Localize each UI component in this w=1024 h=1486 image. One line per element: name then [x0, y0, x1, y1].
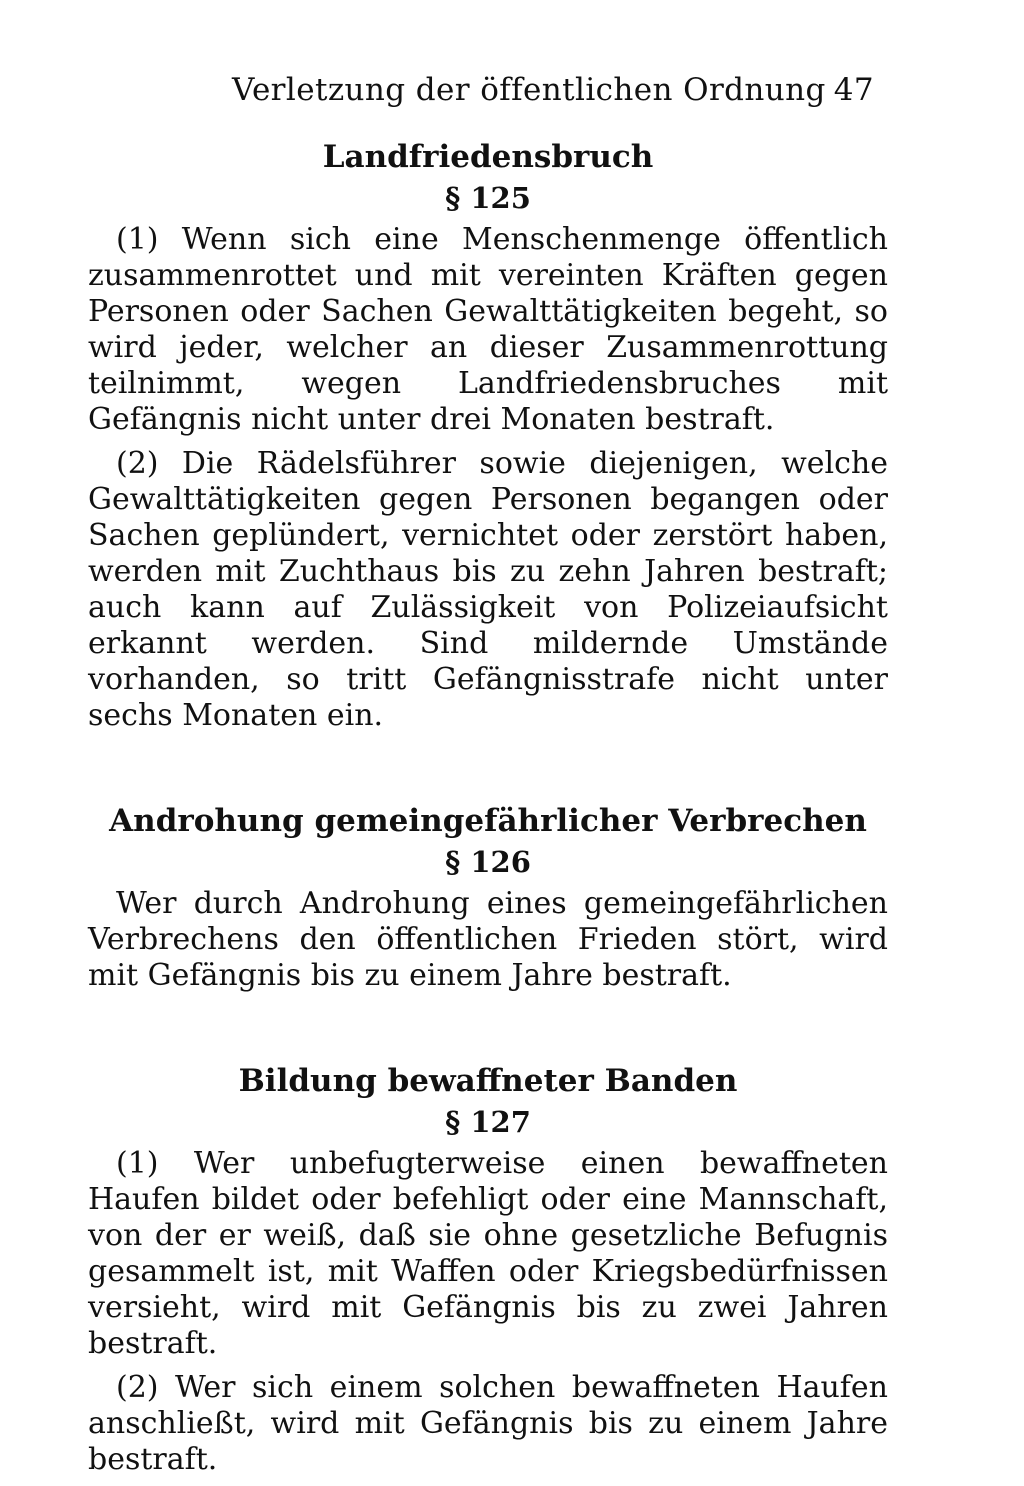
paragraph: (2) Wer sich einem solchen bewaffneten Haufen anschließt, wird mit Gefängnis bis zu einem Jahre bestraft. — [88, 1370, 888, 1477]
paragraph: Wer durch Androhung eines gemeingefährlichen Verbrechens den öffentlichen Frieden stört, wird mit Gefängnis bis zu einem Jahre bestraft. — [88, 886, 888, 993]
document-page — [88, 66, 888, 1486]
paragraph: (1) Wenn sich eine Menschenmenge öffentlich zusammenrottet und mit vereinten Kräften gegen Personen oder Sachen Gewalttätigkeiten begeht, so wird jeder, welcher an dieser Zusammenrottung teilnimmt, wegen Landfriedensbruches mit Gefängnis nicht unter drei Monaten bestraft. — [88, 222, 888, 437]
paragraph: (1) Wer unbefugterweise einen bewaffneten Haufen bildet oder befehligt oder eine Mannschaft, von der er weiß, daß sie ohne gesetzliche Befugnis gesammelt ist, mit Waffen oder Kriegsbedürfnissen versieht, wird mit Gefängnis bis zu zwei Jahren bestraft. — [88, 1146, 888, 1361]
section-126 — [88, 800, 888, 994]
running-header — [88, 66, 888, 114]
section-125 — [88, 136, 888, 734]
section-heading: Bildung bewaffneter Banden — [238, 1063, 738, 1099]
section-127 — [88, 1060, 888, 1478]
section-number: § 127 — [445, 1105, 531, 1139]
section-heading: Androhung gemeingefährlicher Verbrechen — [109, 803, 867, 839]
section-number: § 125 — [445, 181, 531, 215]
section-spacer — [88, 742, 888, 800]
section-number: § 126 — [445, 845, 531, 879]
page-number: 47 — [833, 72, 874, 108]
paragraph: (2) Die Rädelsführer sowie diejenigen, welche Gewalttätigkeiten gegen Personen begangen oder Sachen geplündert, vernichtet oder zerstört haben, werden mit Zuchthaus bis zu zehn Jahren bestraft; auch kann auf Zulässigkeit von Polizeiaufsicht erkannt werden. Sind mildernde Umstände vorhanden, so tritt Gefängnisstrafe nicht unter sechs Monaten ein. — [88, 446, 888, 733]
section-spacer — [88, 1002, 888, 1060]
section-heading: Landfriedensbruch — [322, 139, 654, 175]
running-title: Verletzung der öffentlichen Ordnung — [232, 72, 826, 108]
